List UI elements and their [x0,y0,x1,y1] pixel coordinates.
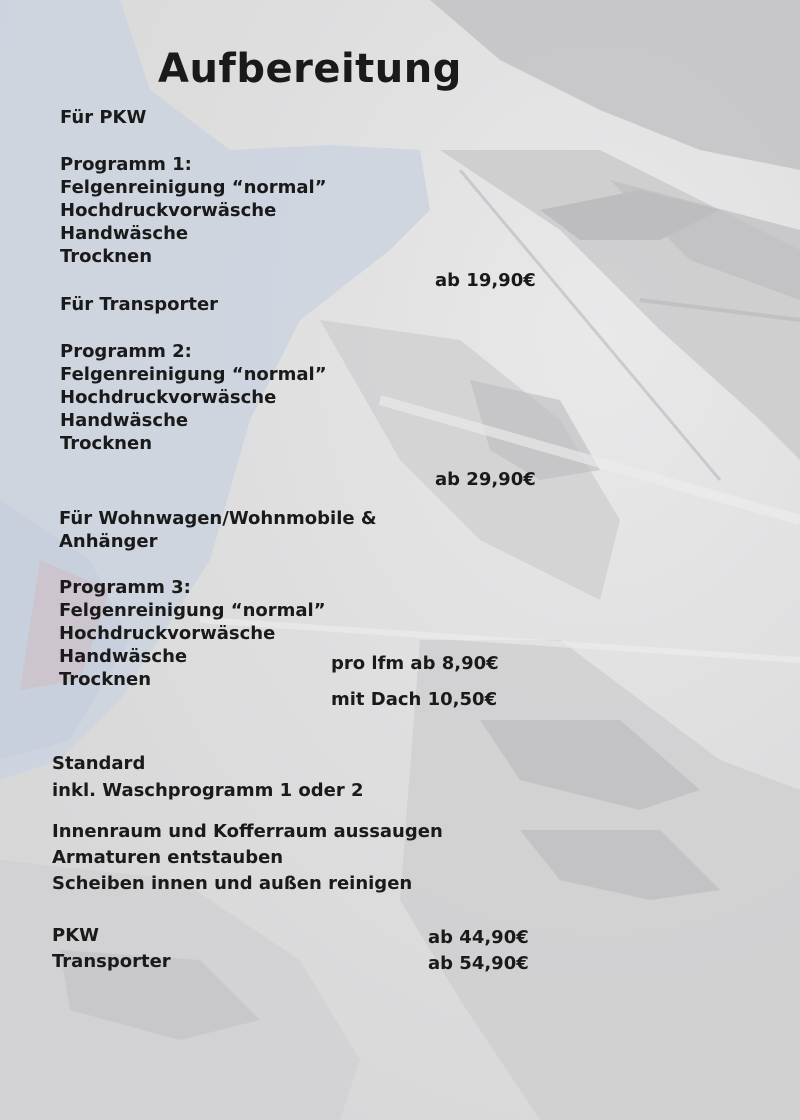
standard-price-value-pkw: ab 44,90€ [428,927,529,948]
page-title: Aufbereitung [158,46,462,92]
program-3-step: Trocknen [59,669,152,690]
program-3-step: Felgenreinigung “normal” [59,600,326,621]
wohnwagen-heading [59,507,377,553]
program-2-title: Programm 2: [60,341,192,362]
program-1-step: Hochdruckvorwäsche [60,200,277,221]
program-2-step: Trocknen [60,433,153,454]
standard-price-value-transporter: ab 54,90€ [428,953,529,974]
program-3-price-roof: mit Dach 10,50€ [331,689,498,710]
program-3-step: Handwäsche [59,646,188,667]
program-3-title: Programm 3: [59,577,191,598]
service-item: Innenraum und Kofferraum aussaugen [52,821,443,842]
program-2-step: Hochdruckvorwäsche [60,387,277,408]
transporter-heading: Für Transporter [60,294,219,315]
service-item: Armaturen entstauben [52,847,284,868]
program-3-price-lfm: pro lfm ab 8,90€ [331,653,499,674]
standard-subheading: inkl. Waschprogramm 1 oder 2 [52,780,364,801]
wohnwagen-heading-line2: Anhänger [59,531,158,552]
program-1-step: Trocknen [60,246,153,267]
standard-price-label-transporter: Transporter [52,951,171,972]
standard-price-label-pkw: PKW [52,925,99,946]
wohnwagen-heading-line1: Für Wohnwagen/Wohnmobile & [59,508,377,529]
program-1-title: Programm 1: [60,154,192,175]
program-2-block [60,340,327,455]
pkw-heading: Für PKW [60,107,147,128]
program-3-step: Hochdruckvorwäsche [59,623,276,644]
standard-services [52,819,443,897]
program-1-block [60,153,327,268]
program-2-step: Handwäsche [60,410,189,431]
program-1-step: Felgenreinigung “normal” [60,177,327,198]
program-2-price: ab 29,90€ [435,469,536,490]
program-2-step: Felgenreinigung “normal” [60,364,327,385]
program-1-step: Handwäsche [60,223,189,244]
standard-heading: Standard [52,753,146,774]
program-3-block [59,576,326,691]
service-item: Scheiben innen und außen reinigen [52,873,413,894]
program-1-price: ab 19,90€ [435,270,536,291]
